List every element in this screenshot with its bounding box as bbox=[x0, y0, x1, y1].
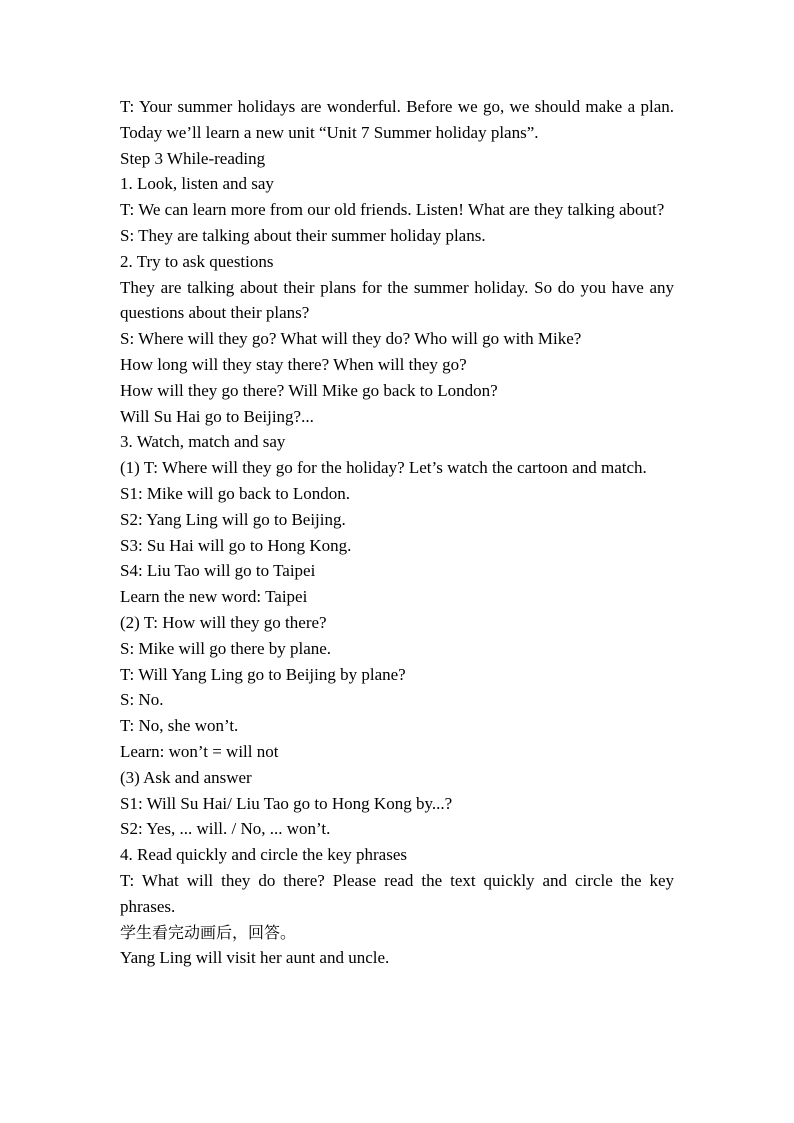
section-heading-4: 4. Read quickly and circle the key phrases bbox=[120, 845, 408, 865]
chinese-instruction-line: 学生看完动画后，回答。 bbox=[120, 922, 297, 942]
s2-answer-line: S2: Yes, ... will. / No, ... won’t. bbox=[120, 819, 331, 839]
question-line-2: How long will they stay there? When will they go? bbox=[120, 354, 467, 374]
questions-paragraph: They are talking about their plans for the summer holiday. So do you have any questions about their plans? bbox=[120, 277, 674, 323]
watch-paragraph: (1) T: Where will they go for the holiday? Let’s watch the cartoon and match. bbox=[120, 458, 647, 478]
student-line: S: They are talking about their summer holiday plans. bbox=[120, 225, 486, 245]
no-answer-line: S: No. bbox=[120, 690, 164, 710]
step-heading: Step 3 While-reading bbox=[120, 148, 266, 168]
section-heading-2: 2. Try to ask questions bbox=[120, 251, 274, 271]
wont-line: T: No, she won’t. bbox=[120, 716, 239, 736]
section-heading-1: 1. Look, listen and say bbox=[120, 174, 274, 194]
question-line-1: S: Where will they go? What will they do? Who will go with Mike? bbox=[120, 329, 582, 349]
section-heading-3: 3. Watch, match and say bbox=[120, 432, 286, 452]
read-quickly-paragraph: T: What will they do there? Please read the text quickly and circle the key phrases. bbox=[120, 870, 674, 916]
learn-wont-line: Learn: won’t = will not bbox=[120, 741, 279, 761]
ask-answer-heading: (3) Ask and answer bbox=[120, 767, 252, 787]
new-word-line: Learn the new word: Taipei bbox=[120, 587, 308, 607]
document-body bbox=[120, 94, 674, 971]
final-line: Yang Ling will visit her aunt and uncle. bbox=[120, 948, 390, 968]
teacher-paragraph-1: T: We can learn more from our old friends. Listen! What are they talking about? bbox=[120, 200, 665, 220]
question-line-4: Will Su Hai go to Beijing?... bbox=[120, 406, 314, 426]
answer-line-4: S4: Liu Tao will go to Taipei bbox=[120, 561, 316, 581]
answer-line-2: S2: Yang Ling will go to Beijing. bbox=[120, 509, 346, 529]
answer-line-1: S1: Mike will go back to London. bbox=[120, 483, 350, 503]
question-line-3: How will they go there? Will Mike go back to London? bbox=[120, 380, 498, 400]
how-question-line: (2) T: How will they go there? bbox=[120, 612, 327, 632]
intro-paragraph: T: Your summer holidays are wonderful. Before we go, we should make a plan. Today we’ll learn a new unit “Unit 7 Summer holiday plans”. bbox=[120, 97, 674, 142]
answer-line-3: S3: Su Hai will go to Hong Kong. bbox=[120, 535, 352, 555]
beijing-question-line: T: Will Yang Ling go to Beijing by plane? bbox=[120, 664, 406, 684]
s1-question-line: S1: Will Su Hai/ Liu Tao go to Hong Kong by...? bbox=[120, 793, 453, 813]
plane-answer-line: S: Mike will go there by plane. bbox=[120, 638, 332, 658]
